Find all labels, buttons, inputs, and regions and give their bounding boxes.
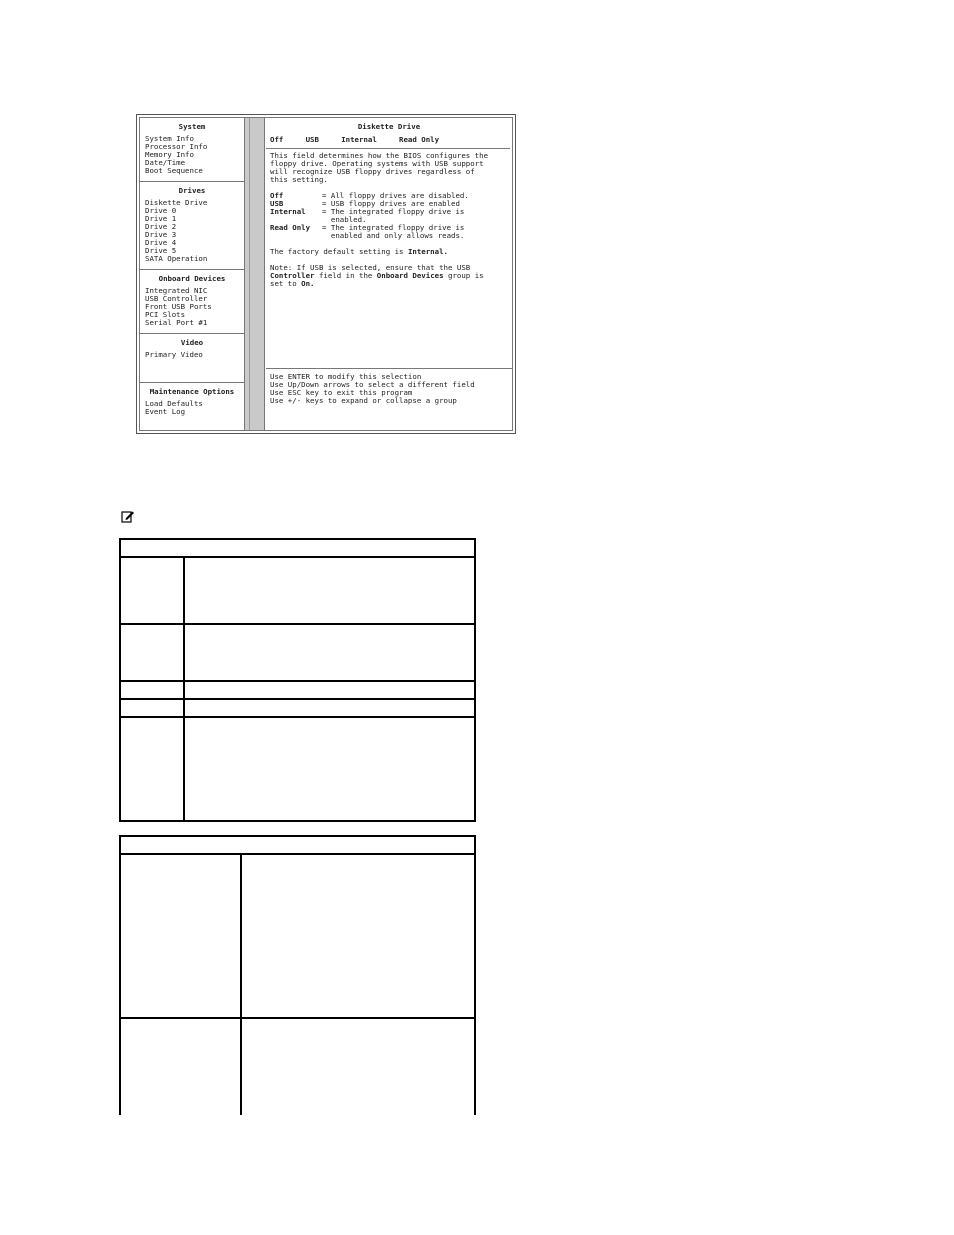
setting-key: Off (270, 191, 284, 200)
table-row-divider (121, 698, 474, 700)
setting-internal (266, 208, 512, 216)
default-setting: The factory default setting is Internal. (270, 247, 448, 256)
table-column-divider (183, 558, 185, 820)
menu-item-system-info[interactable]: System Info (145, 134, 194, 143)
menu-item-usb-controller[interactable]: USB Controller (145, 294, 208, 303)
menu-item-drive-1[interactable]: Drive 1 (145, 214, 177, 223)
help-panel (266, 369, 512, 430)
menu-item-boot-sequence[interactable]: Boot Sequence (145, 166, 203, 175)
description-line: floppy drive. Operating systems with USB support (270, 159, 484, 168)
table-row-divider (121, 556, 474, 558)
table-row-divider (121, 716, 474, 718)
setting-read-only-cont (266, 232, 512, 240)
setting-desc: = All floppy drives are disabled. (322, 191, 469, 200)
setting-desc: = The integrated floppy drive is (322, 207, 465, 216)
setting-desc: = The integrated floppy drive is (322, 223, 465, 232)
menu-group-title[interactable]: Maintenance Options (149, 387, 235, 396)
bios-menu-panel (140, 118, 245, 430)
menu-item-processor-info[interactable]: Processor Info (145, 142, 208, 151)
menu-item-diskette-drive[interactable]: Diskette Drive (145, 198, 208, 207)
setting-key: USB (270, 199, 284, 208)
note-line: set to On. (270, 279, 315, 288)
menu-item-event-log[interactable]: Event Log (145, 407, 186, 416)
setting-desc: = USB floppy drives are enabled (322, 199, 460, 208)
field-options[interactable]: Off USB Internal Read Only (270, 135, 440, 144)
menu-item-drive-5[interactable]: Drive 5 (145, 246, 177, 255)
bios-detail-panel (266, 118, 512, 430)
menu-item-drive-3[interactable]: Drive 3 (145, 230, 177, 239)
help-line: Use ENTER to modify this selection (270, 372, 422, 381)
description-line: this setting. (270, 175, 328, 184)
table-row-divider (121, 680, 474, 682)
menu-group-title[interactable]: System (178, 122, 206, 131)
table-row-divider (121, 1017, 474, 1019)
menu-group-system (140, 118, 244, 182)
menu-item-pci-slots[interactable]: PCI Slots (145, 310, 186, 319)
menu-item-drive-0[interactable]: Drive 0 (145, 206, 177, 215)
menu-group-title[interactable]: Onboard Devices (158, 274, 226, 283)
menu-group-maintenance-options (140, 383, 244, 430)
table-row-divider (121, 623, 474, 625)
menu-group-title[interactable]: Drives (178, 186, 206, 195)
scrollbar[interactable] (245, 118, 265, 430)
menu-item-drive-2[interactable]: Drive 2 (145, 222, 177, 231)
menu-item-load-defaults[interactable]: Load Defaults (145, 399, 203, 408)
setting-key: Read Only (270, 223, 311, 232)
menu-item-sata-operation[interactable]: SATA Operation (145, 254, 208, 263)
field-title: Diskette Drive (357, 122, 421, 131)
menu-group-video (140, 334, 244, 383)
field-detail (266, 118, 512, 369)
table-row-divider (121, 853, 474, 855)
description-line: will recognize USB floppy drives regardless of (270, 167, 475, 176)
scrollbar-track (249, 118, 250, 430)
description-line: This field determines how the BIOS configures the (270, 151, 489, 160)
bios-setup-screenshot (136, 114, 516, 434)
setting-key: Internal (270, 207, 306, 216)
help-line: Use Up/Down arrows to select a different field (270, 380, 475, 389)
table-column-divider (240, 855, 242, 1115)
settings-table-2 (119, 835, 476, 1115)
setting-desc: enabled. (322, 215, 367, 224)
pencil-note-icon (121, 508, 135, 522)
note-line: Note: If USB is selected, ensure that the USB (270, 263, 471, 272)
setting-desc: enabled and only allows reads. (322, 231, 465, 240)
menu-group-drives (140, 182, 244, 270)
bios-frame (139, 117, 513, 431)
menu-item-date-time[interactable]: Date/Time (145, 158, 186, 167)
help-line: Use +/- keys to expand or collapse a group (270, 396, 457, 405)
menu-item-serial-port-1[interactable]: Serial Port #1 (145, 318, 208, 327)
help-line: Use ESC key to exit this program (270, 388, 413, 397)
menu-item-memory-info[interactable]: Memory Info (145, 150, 194, 159)
menu-item-front-usb-ports[interactable]: Front USB Ports (145, 302, 212, 311)
menu-group-onboard-devices (140, 270, 244, 334)
settings-table-1 (119, 538, 476, 822)
menu-item-integrated-nic[interactable]: Integrated NIC (145, 286, 208, 295)
note-line: Controller field in the Onboard Devices group is (270, 271, 484, 280)
menu-item-primary-video[interactable]: Primary Video (145, 350, 203, 359)
menu-group-title[interactable]: Video (180, 338, 204, 347)
menu-item-drive-4[interactable]: Drive 4 (145, 238, 177, 247)
